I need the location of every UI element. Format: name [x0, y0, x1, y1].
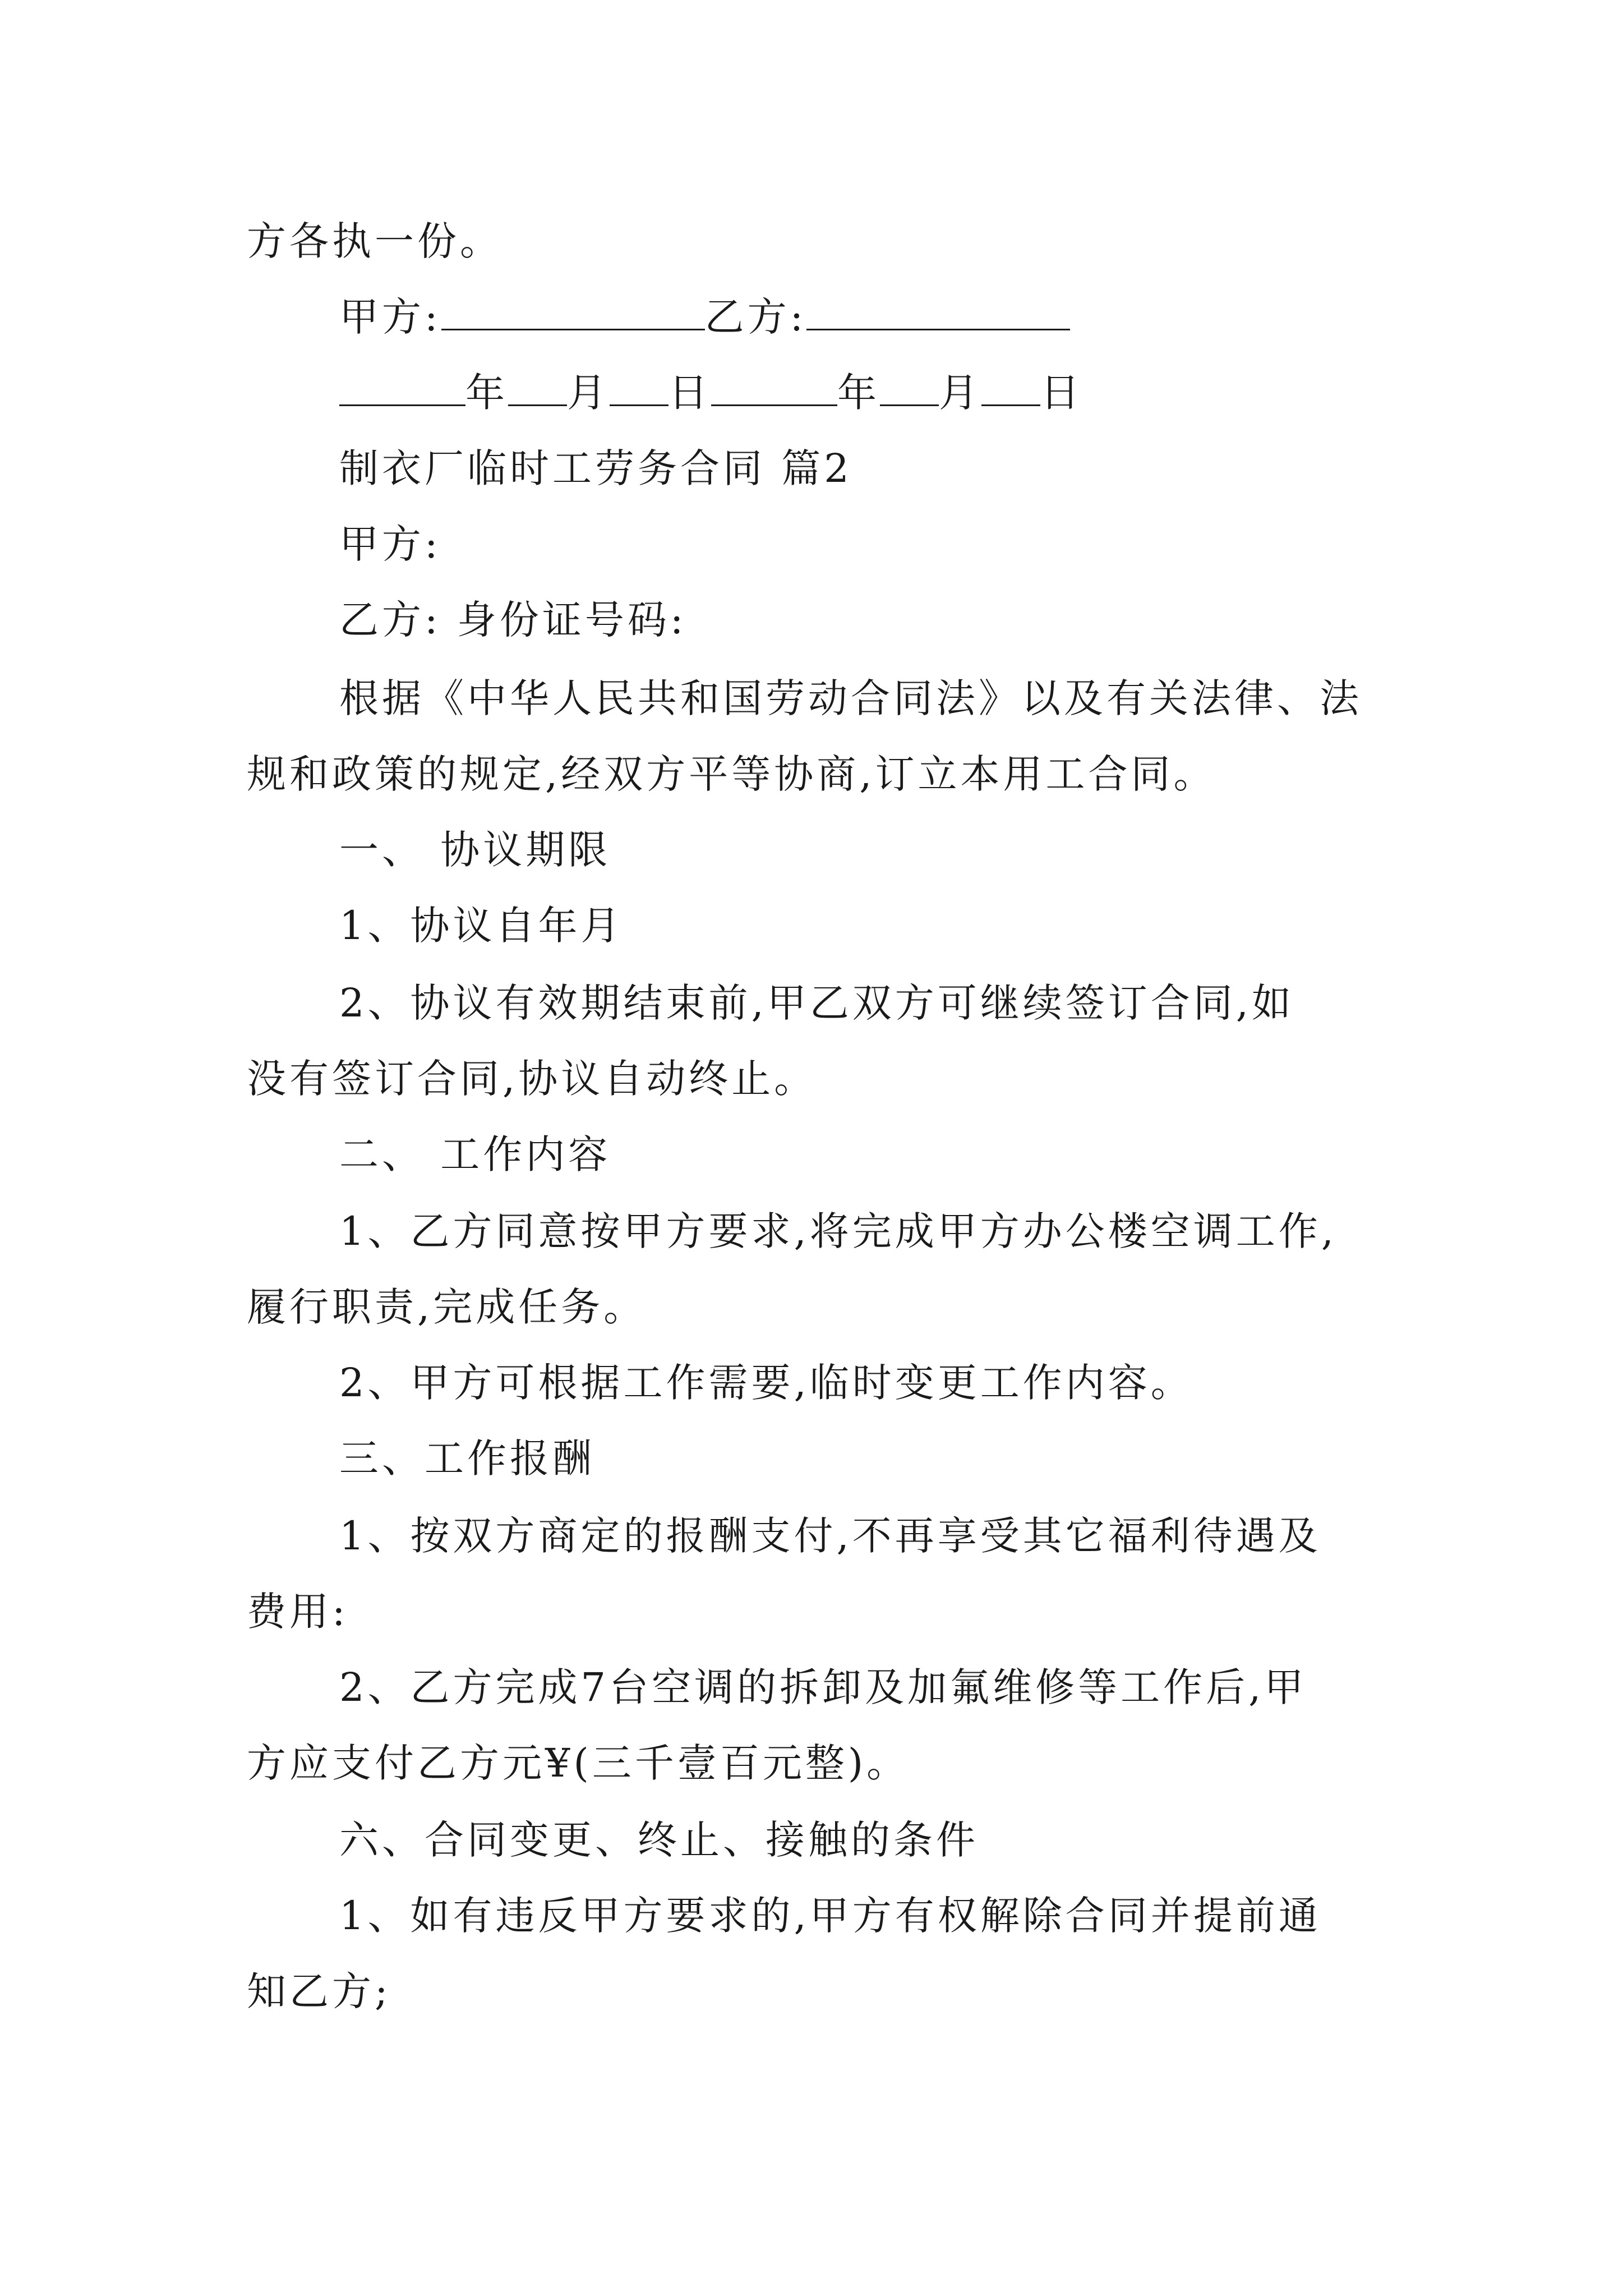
paragraph-line: 方应支付乙方元¥(三千壹百元整)。 [247, 1740, 910, 1786]
paragraph-line: 根据《中华人民共和国劳动合同法》以及有关法律、法 [339, 675, 1362, 721]
paragraph-line: 履行职责,完成任务。 [247, 1284, 647, 1330]
day-label: 日 [668, 370, 711, 416]
paragraph-line: 费用: [247, 1589, 349, 1635]
paragraph-line: 1、乙方同意按甲方要求,将完成甲方办公楼空调工作, [339, 1208, 1338, 1254]
month-blank-2 [880, 371, 939, 406]
paragraph-line: 没有签订合同,协议自动终止。 [247, 1056, 817, 1102]
day-label-2: 日 [1040, 370, 1083, 416]
heading-term: 一、 协议期限 [339, 827, 611, 873]
paragraph-line: 方各执一份。 [247, 218, 502, 264]
day-blank-2 [981, 371, 1040, 406]
paragraph-line: 2、协议有效期结束前,甲乙双方可继续签订合同,如 [339, 980, 1295, 1026]
signature-row [339, 289, 1070, 345]
party-b-line: 乙方: 身份证号码: [339, 597, 687, 643]
party-a-blank [441, 295, 705, 330]
month-label-2: 月 [939, 370, 981, 416]
heading-change-termination: 六、合同变更、终止、接触的条件 [339, 1817, 979, 1863]
paragraph-line: 1、如有违反甲方要求的,甲方有权解除合同并提前通 [339, 1893, 1321, 1939]
month-label: 月 [567, 370, 610, 416]
heading-work-content: 二、 工作内容 [339, 1131, 611, 1177]
heading-remuneration: 三、工作报酬 [339, 1435, 595, 1481]
paragraph-line: 知乙方; [247, 1968, 391, 2014]
party-a-line: 甲方: [339, 521, 441, 567]
year-blank-2 [711, 371, 837, 406]
party-b-label: 乙方: [704, 294, 807, 340]
year-label-2: 年 [837, 370, 880, 416]
day-blank [610, 371, 668, 406]
month-blank [508, 371, 567, 406]
paragraph-line: 1、按双方商定的报酬支付,不再享受其它福利待遇及 [339, 1513, 1321, 1559]
paragraph-line: 2、甲方可根据工作需要,临时变更工作内容。 [339, 1360, 1193, 1406]
year-blank [339, 371, 465, 406]
party-a-label: 甲方: [339, 294, 441, 340]
paragraph-line: 规和政策的规定,经双方平等协商,订立本用工合同。 [247, 751, 1216, 797]
date-row [339, 365, 1083, 421]
year-label: 年 [465, 370, 508, 416]
paragraph-line: 2、乙方完成7台空调的拆卸及加氟维修等工作后,甲 [339, 1664, 1307, 1710]
party-b-blank [806, 295, 1070, 330]
paragraph-line: 1、协议自年月 [339, 903, 624, 949]
section-title: 制衣厂临时工劳务合同 篇2 [339, 445, 852, 491]
